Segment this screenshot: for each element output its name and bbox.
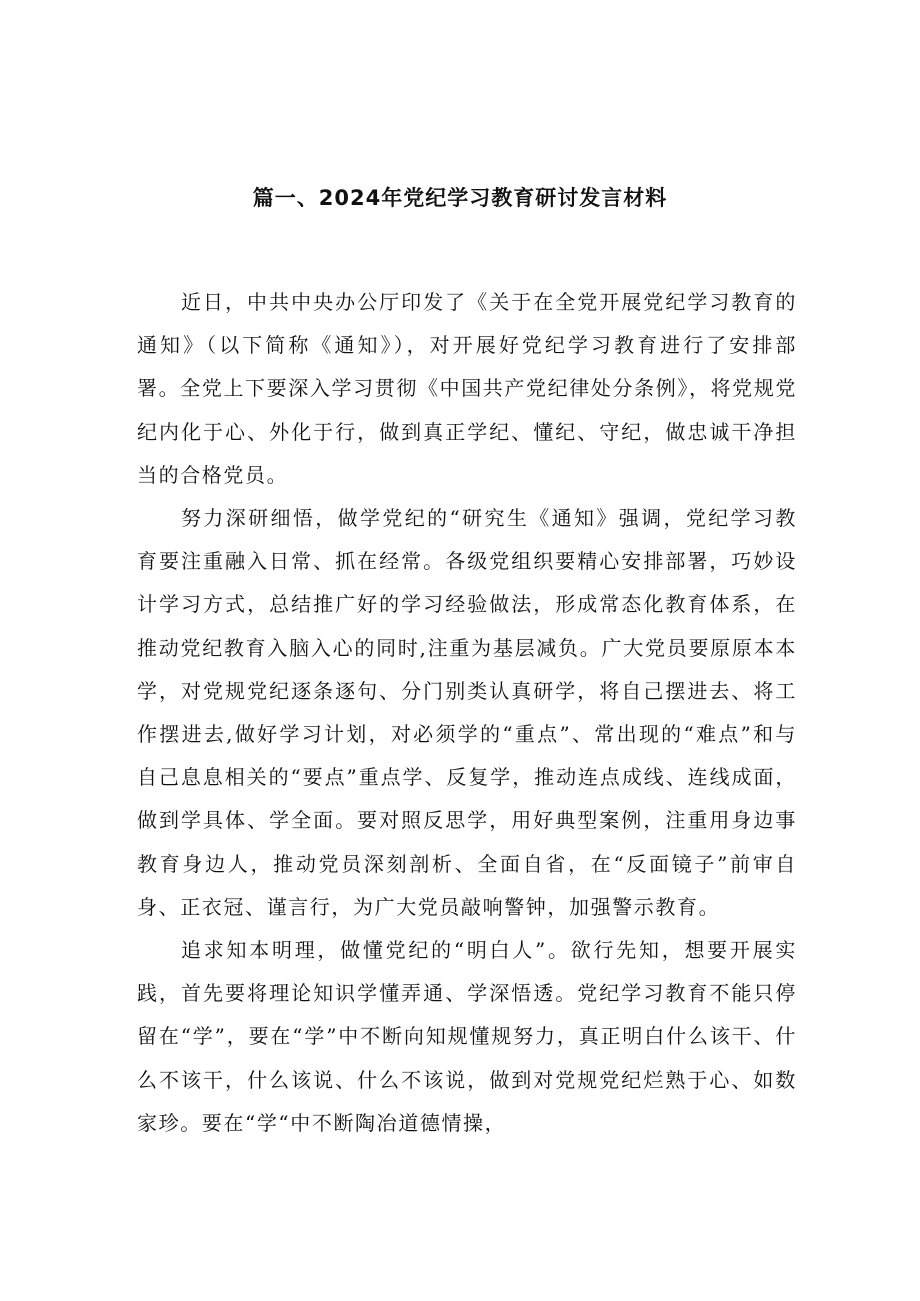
paragraph-2: 努力深研细悟，做学党纪的“研究生《通知》强调，党纪学习教育要注重融入日常、抓在经常。各级党组织要精心安排部署，巧妙设计学习方式，总结推广好的学习经验做法，形成常态化教育体系，在推动党纪教育入脑入心的同时,注重为基层减负。广大党员要原原本本学，对党规党纪逐条逐句、分门别类认真研学，将自己摆进去、将工作摆进去,做好学习计划，对必须学的“重点”、常出现的“难点”和与自己息息相关的“要点”重点学、反复学，推动连点成线、连线成面，做到学具体、学全面。要对照反思学，用好典型案例，注重用身边事教育身边人，推动党员深刻剖析、全面自省，在“反面镜子”前审自身、正衣冠、谨言行，为广大党员敲响警钟，加强警示教育。 [137, 506, 797, 919]
paragraph-1: 近日，中共中央办公厅印发了《关于在全党开展党纪学习教育的通知》（以下简称《通知》），对开展好党纪学习教育进行了安排部署。全党上下要深入学习贯彻《中国共产党纪律处分条例》，将党规党纪内化于心、外化于行，做到真正学纪、懂纪、守纪，做忠诚干净担当的合格党员。 [137, 290, 797, 487]
document-title: 篇一、2024年党纪学习教育研讨发言材料 [252, 186, 668, 210]
document-body [137, 281, 797, 1145]
paragraph-3: 追求知本明理，做懂党纪的“明白人”。欲行先知，想要开展实践，首先要将理论知识学懂弄通、学深悟透。党纪学习教育不能只停留在“学”，要在“学”中不断向知规懂规努力，真正明白什么该干、什么不该干，什么该说、什么不该说，做到对党规党纪烂熟于心、如数家珍。要在“学“中不断陶冶道德情操， [137, 938, 797, 1135]
